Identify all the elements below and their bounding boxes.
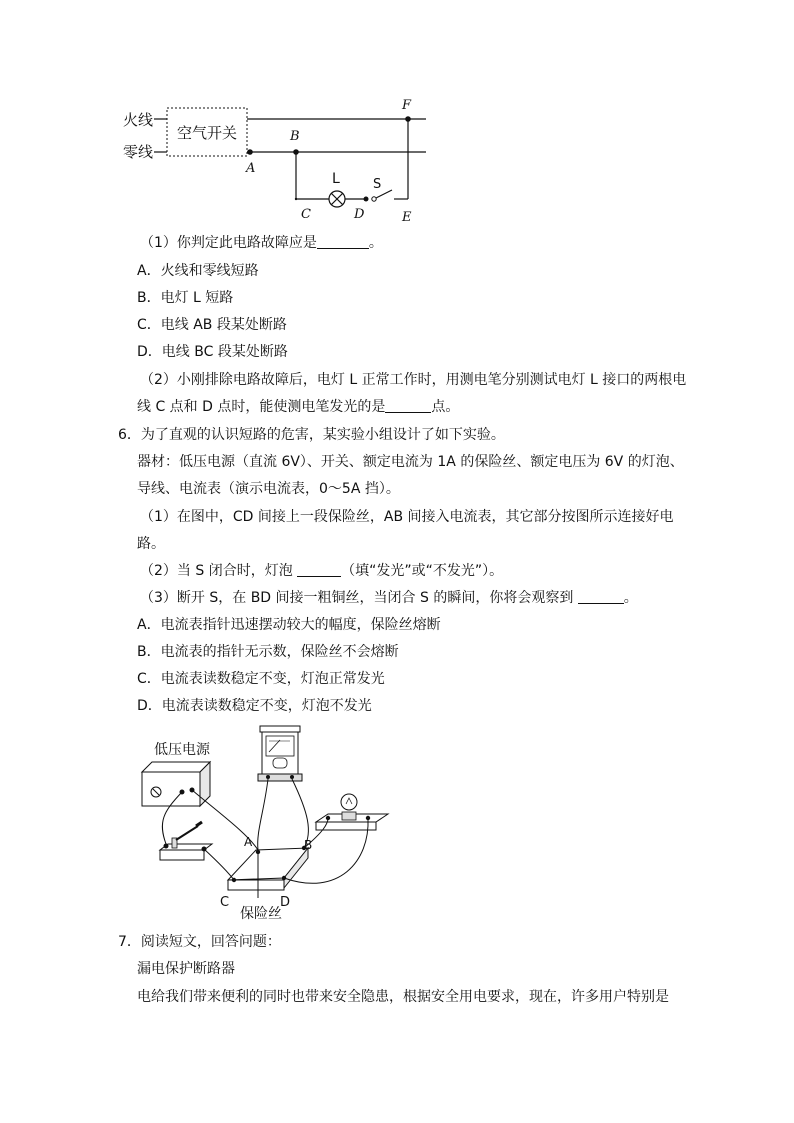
q6-title: 6．为了直观的认识短路的危害，某实验小组设计了如下实验。: [118, 427, 505, 443]
q7-paragraph-line1: 电给我们带来便利的同时也带来安全隐患，根据安全用电要求，现在，许多用户特别是: [137, 989, 669, 1005]
point-d-label: D: [354, 207, 365, 222]
q6-materials-line1: 器材：低压电源（直流 6V）、开关、额定电流为 1A 的保险丝、额定电压为 6V 的灯泡、: [137, 454, 684, 470]
ammeter: [258, 726, 302, 781]
fuse-board: [228, 846, 308, 898]
household-circuit-diagram: [110, 92, 440, 227]
point-e-label: E: [402, 210, 412, 225]
q5-part2-prefix: 线 C 点和 D 点时，能使测电笔发光的是: [137, 399, 386, 415]
junction-a: [247, 149, 253, 155]
point-a-label: A: [244, 835, 253, 849]
q5-part1: [140, 234, 383, 252]
q6-option-a: A．电流表指针迅速摆动较大的幅度，保险丝熔断: [137, 617, 441, 633]
q5-part1-prefix: （1）你判定此电路故障应是: [140, 235, 317, 251]
experiment-setup-diagram: [138, 722, 408, 927]
lamp-bulb: [316, 794, 388, 830]
switch-label: S: [373, 177, 382, 192]
knife-switch: [160, 822, 212, 860]
point-b-label: B: [290, 129, 300, 144]
point-f-label: F: [402, 98, 412, 113]
q5-part2-suffix: 点。: [431, 399, 460, 415]
q6-part3-prefix: （3）断开 S，在 BD 间接一粗铜丝，当闭合 S 的瞬间，你将会观察到: [140, 590, 578, 606]
answer-blank[interactable]: [297, 562, 341, 577]
q6-part2-suffix: （填“发光”或“不发光”）。: [341, 563, 504, 579]
q5-part2-line1: （2）小刚排除电路故障后，电灯 L 正常工作时，用测电笔分别测试电灯 L 接口的两根电: [140, 372, 687, 388]
neutral-wire-label: 零线: [123, 143, 154, 161]
lamp-symbol: [329, 191, 345, 207]
q5-option-b: B．电灯 L 短路: [137, 290, 234, 306]
q5-option-d: D．电线 BC 段某处断路: [137, 344, 288, 360]
power-supply: [142, 762, 210, 806]
q5-option-c: C．电线 AB 段某处断路: [137, 317, 287, 333]
q6-option-c: C．电流表读数稳定不变，灯泡正常发光: [137, 671, 385, 687]
q5-part1-suffix: 。: [368, 235, 383, 251]
q7-subtitle: 漏电保护断路器: [137, 961, 235, 977]
lamp-label: L: [332, 171, 340, 187]
air-breaker-label: 空气开关: [177, 124, 238, 142]
power-supply-label: 低压电源: [154, 742, 210, 758]
q6-part1-line1: （1）在图中，CD 间接上一段保险丝，AB 间接入电流表，其它部分按图所示连接好电: [140, 509, 674, 525]
q5-option-a: A．火线和零线短路: [137, 263, 259, 279]
q6-part2: [140, 562, 503, 580]
point-a-label: A: [246, 161, 256, 176]
fuse-label: 保险丝: [240, 906, 282, 922]
junction-d: [364, 197, 369, 202]
q6-part2-prefix: （2）当 S 闭合时，灯泡: [140, 563, 298, 579]
q6-option-b: B．电流表的指针无示数，保险丝不会熔断: [137, 644, 399, 660]
answer-blank[interactable]: [385, 398, 431, 413]
q7-title: 7．阅读短文，回答问题：: [118, 934, 281, 950]
q6-part3: [140, 589, 638, 607]
q6-option-d: D．电流表读数稳定不变，灯泡不发光: [137, 698, 372, 714]
answer-blank[interactable]: [317, 234, 369, 249]
answer-blank[interactable]: [578, 589, 624, 604]
live-wire-label: 火线: [123, 111, 154, 129]
point-d-label: D: [280, 895, 291, 910]
point-b-label: B: [304, 838, 313, 852]
point-c-label: C: [301, 207, 311, 222]
q6-part1-line2: 路。: [137, 536, 165, 552]
q5-part2-line2: [137, 398, 459, 416]
q6-materials-line2: 导线、电流表（演示电流表，0～5A 挡）。: [137, 481, 400, 497]
q6-part3-suffix: 。: [623, 590, 638, 606]
point-c-label: C: [220, 895, 230, 910]
